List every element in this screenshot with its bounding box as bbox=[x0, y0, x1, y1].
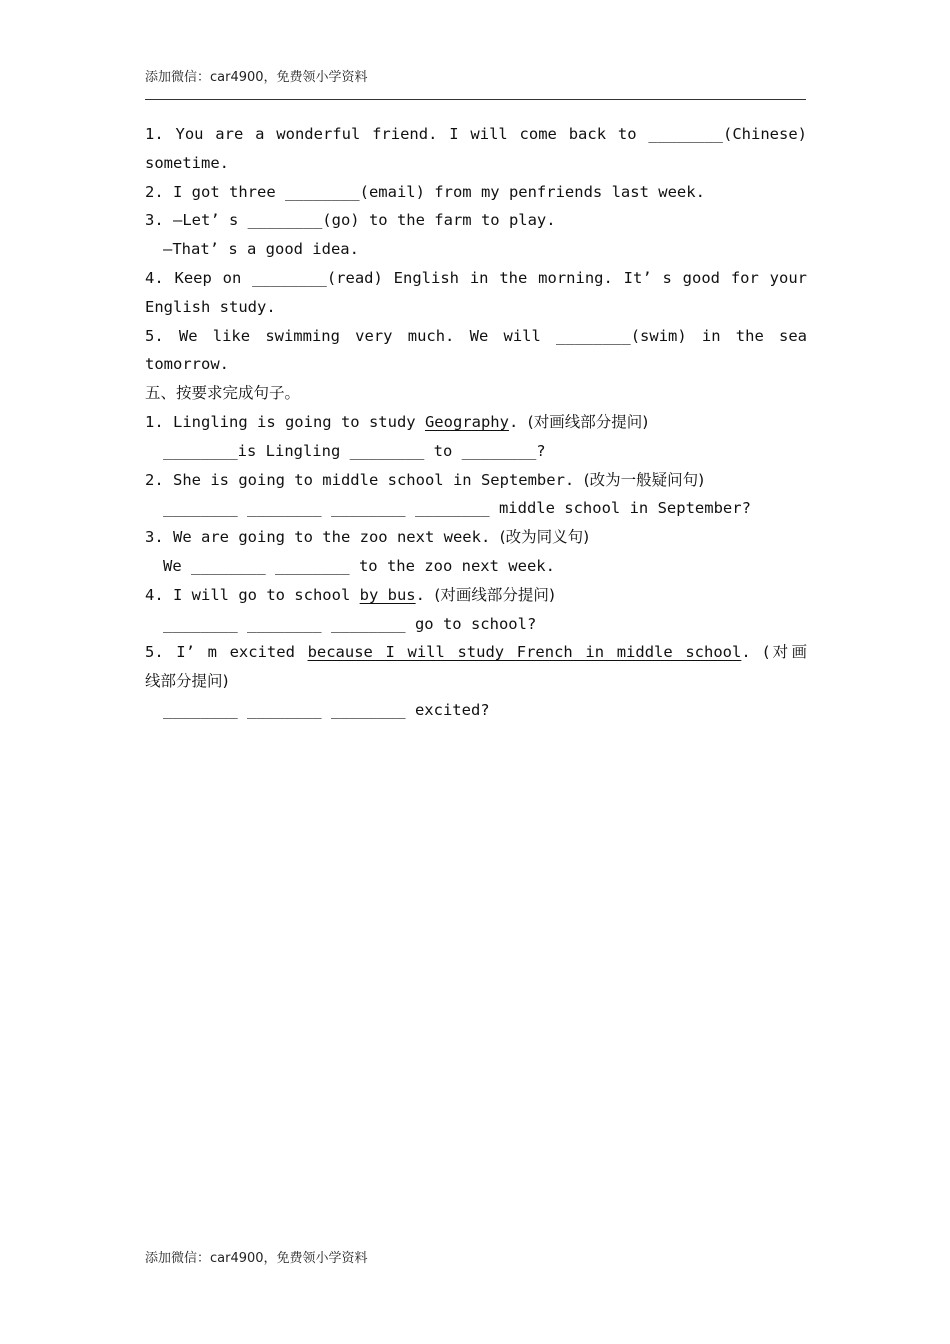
part5-q5-question-cont: 线部分提问) bbox=[145, 672, 229, 691]
part4-q3-line2: —That’ s a good idea. bbox=[163, 240, 359, 259]
part4-q4-line2: English study. bbox=[145, 297, 276, 316]
part4-q1-line1: 1. You are a wonderful friend. I will come back to ________(Chinese) bbox=[145, 125, 807, 143]
part4-q5-line1: 5. We like swimming very much. We will ________(swim) in the sea bbox=[145, 326, 807, 345]
part5-q1-answer: ________is Lingling ________ to ________? bbox=[163, 441, 546, 460]
worksheet-body bbox=[145, 120, 807, 725]
part5-q1-question: 1. Lingling is going to study Geography. (对画线部分提问) bbox=[145, 412, 649, 431]
part5-q3-answer: We ________ ________ to the zoo next week. bbox=[163, 556, 555, 575]
page-footer: 添加微信：car4900，免费领小学资料 bbox=[145, 1251, 368, 1266]
part4-q2-line1: 2. I got three ________(email) from my penfriends last week. bbox=[145, 182, 705, 201]
part5-q2-question: 2. She is going to middle school in September. (改为一般疑问句) bbox=[145, 470, 705, 489]
part5-q5-answer: ________ ________ ________ excited? bbox=[163, 700, 490, 719]
underlined-phrase: Geography bbox=[424, 412, 509, 431]
underlined-phrase: because I will study French in middle school bbox=[307, 643, 742, 662]
underlined-phrase: by bus bbox=[359, 585, 416, 604]
part4-q4-line1: 4. Keep on ________(read) English in the morning. It’ s good for your bbox=[145, 268, 807, 287]
part5-q3-question: 3. We are going to the zoo next week. (改为同义句) bbox=[145, 528, 590, 547]
part4-q5-line2: tomorrow. bbox=[145, 355, 229, 374]
part5-q5-question: 5. I’ m excited because I will study French in middle school. (对画 bbox=[145, 643, 807, 662]
part4-q1-line2: sometime. bbox=[145, 153, 229, 172]
page-header: 添加微信：car4900，免费领小学资料 bbox=[145, 70, 368, 85]
part5-q4-answer: ________ ________ ________ go to school? bbox=[163, 614, 537, 633]
part4-q3-line1: 3. —Let’ s ________(go) to the farm to play. bbox=[145, 211, 556, 230]
part5-q2-answer: ________ ________ ________ ________ middle school in September? bbox=[163, 499, 751, 518]
header-divider bbox=[145, 99, 806, 100]
part5-heading: 五、按要求完成句子。 bbox=[145, 384, 301, 403]
part5-q4-question: 4. I will go to school by bus. (对画线部分提问) bbox=[145, 585, 555, 604]
